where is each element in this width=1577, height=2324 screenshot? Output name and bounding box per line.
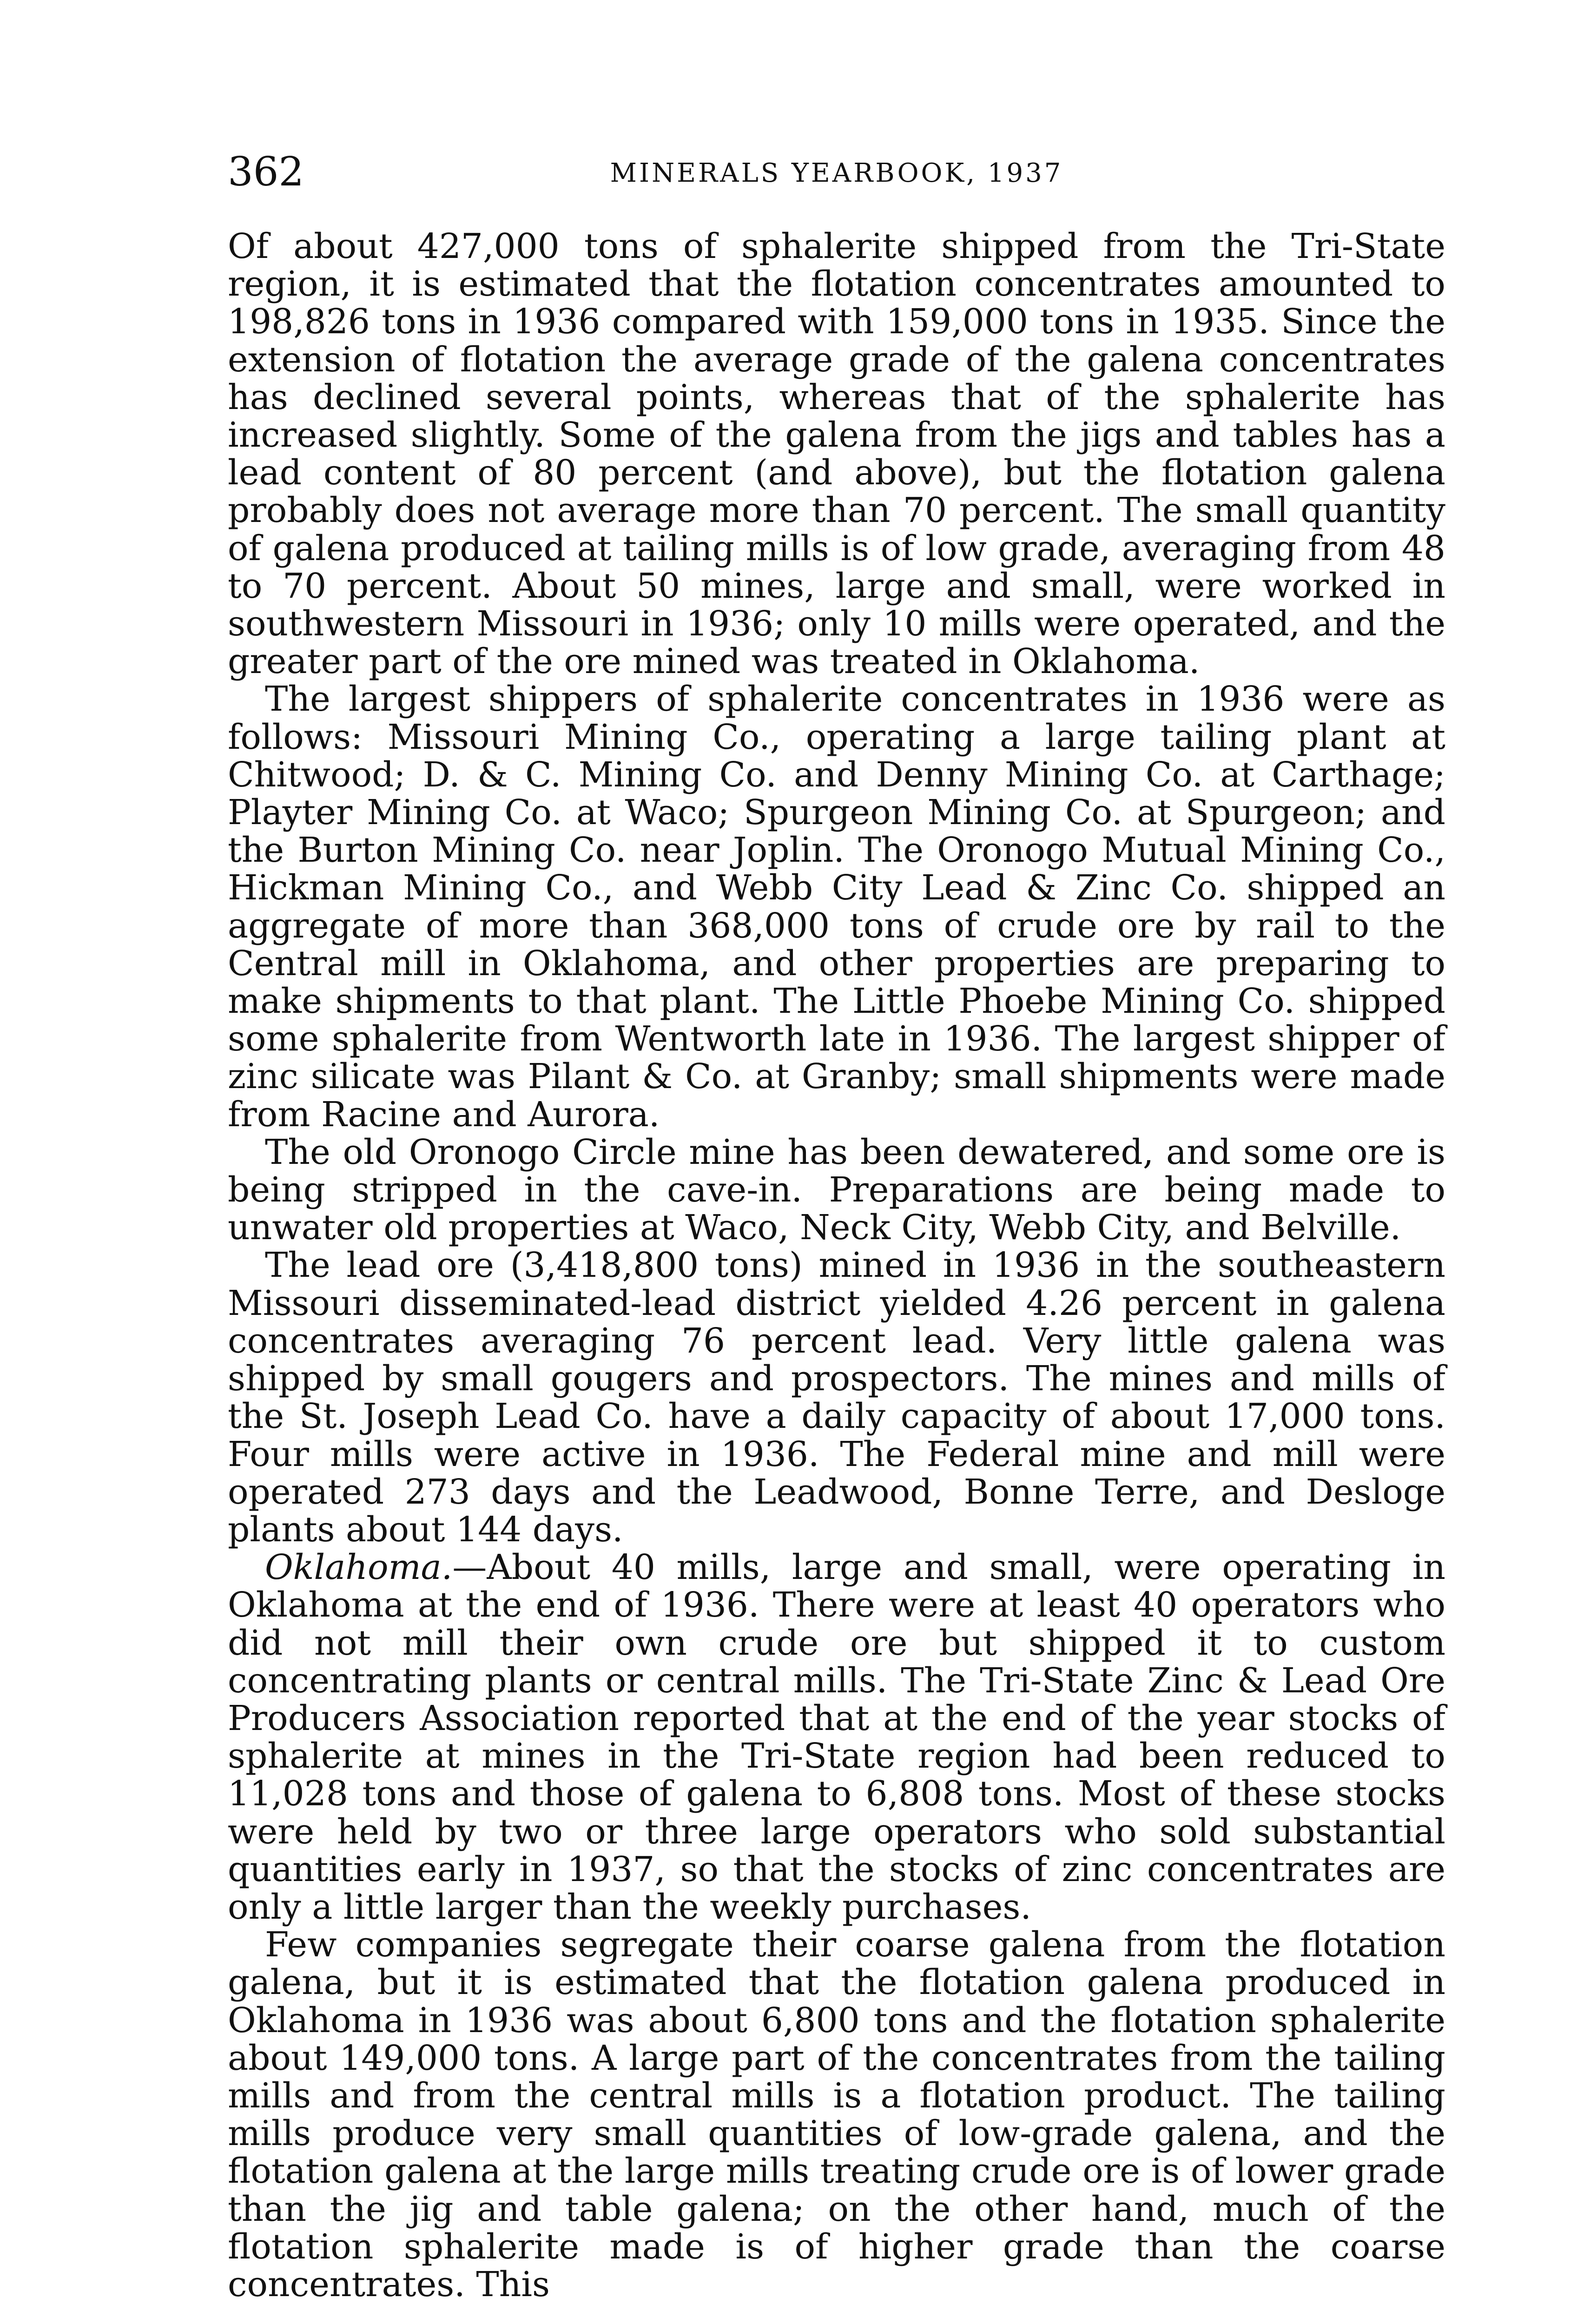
section-heading-oklahoma: Oklahoma. <box>265 1547 453 1588</box>
paragraph: The lead ore (3,418,800 tons) mined in 1936 in the southeastern Missouri disseminated-lead district yielded 4.26 percent in galena concentrates averaging 76 percent lead. Very little galena was shipped by small gougers and prospectors. The mines and mills of the St. Joseph Lead Co. have a daily capacity of about 17,000 tons. Four mills were active in 1936. The Federal mine and mill were operated 273 days and the Leadwood, Bonne Terre, and Desloge plants about 144 days. <box>228 1245 1445 1550</box>
running-head: MINERALS YEARBOOK, 1937 <box>610 158 1063 188</box>
body-text <box>228 228 1445 2304</box>
paragraph: Few companies segregate their coarse galena from the flotation galena, but it is estimated that the flotation galena produced in Oklahoma in 1936 was about 6,800 tons and the flotation sphalerite about 149,000 tons. A large part of the concentrates from the tailing mills and from the central mills is a flotation product. The tailing mills produce very small quantities of low-grade galena, and the flotation galena at the large mills treating crude ore is of lower grade than the jig and table galena; on the other hand, much of the flotation sphalerite made is of higher grade than the coarse concentrates. This <box>228 1925 1445 2304</box>
paragraph: Of about 427,000 tons of sphalerite shipped from the Tri-State region, it is estimated that the flotation concentrates amounted to 198,826 tons in 1936 compared with 159,000 tons in 1935. Since the extension of flotation the average grade of the galena concentrates has declined several points, whereas that of the sphalerite has increased slightly. Some of the galena from the jigs and tables has a lead content of 80 percent (and above), but the flotation galena probably does not average more than 70 percent. The small quantity of galena produced at tailing mills is of low grade, averaging from 48 to 70 percent. About 50 mines, large and small, were worked in southwestern Missouri in 1936; only 10 mills were operated, and the greater part of the ore mined was treated in Oklahoma. <box>228 226 1445 682</box>
page-number: 362 <box>228 149 304 195</box>
paragraph-oklahoma <box>228 1549 1445 1926</box>
paragraph: The largest shippers of sphalerite concentrates in 1936 were as follows: Missouri Mining Co., operating a large tailing plant at Chitwood; D. & C. Mining Co. and Denny Mining Co. at Carthage; Playter Mining Co. at Waco; Spurgeon Mining Co. at Spurgeon; and the Burton Mining Co. near Joplin. The Oronogo Mutual Mining Co., Hickman Mining Co., and Webb City Lead & Zinc Co. shipped an aggregate of more than 368,000 tons of crude ore by rail to the Central mill in Oklahoma, and other properties are preparing to make shipments to that plant. The Little Phoebe Mining Co. shipped some sphalerite from Wentworth late in 1936. The largest shipper of zinc silicate was Pilant & Co. at Granby; small shipments were made from Racine and Aurora. <box>228 679 1445 1135</box>
paragraph: The old Oronogo Circle mine has been dewatered, and some ore is being stripped in the cave-in. Preparations are being made to unwater old properties at Waco, Neck City, Webb City, and Belville. <box>228 1132 1445 1248</box>
document-page <box>228 149 1445 2304</box>
page-header <box>228 149 1445 200</box>
paragraph-text: —About 40 mills, large and small, were operating in Oklahoma at the end of 1936. There were at least 40 operators who did not mill their own crude ore but shipped it to custom concentrating plants or central mills. The Tri-State Zinc & Lead Ore Producers Association reported that at the end of the year stocks of sphalerite at mines in the Tri-State region had been reduced to 11,028 tons and those of galena to 6,808 tons. Most of these stocks were held by two or three large operators who sold substantial quantities early in 1937, so that the stocks of zinc concentrates are only a little larger than the weekly purchases. <box>228 1547 1445 1927</box>
